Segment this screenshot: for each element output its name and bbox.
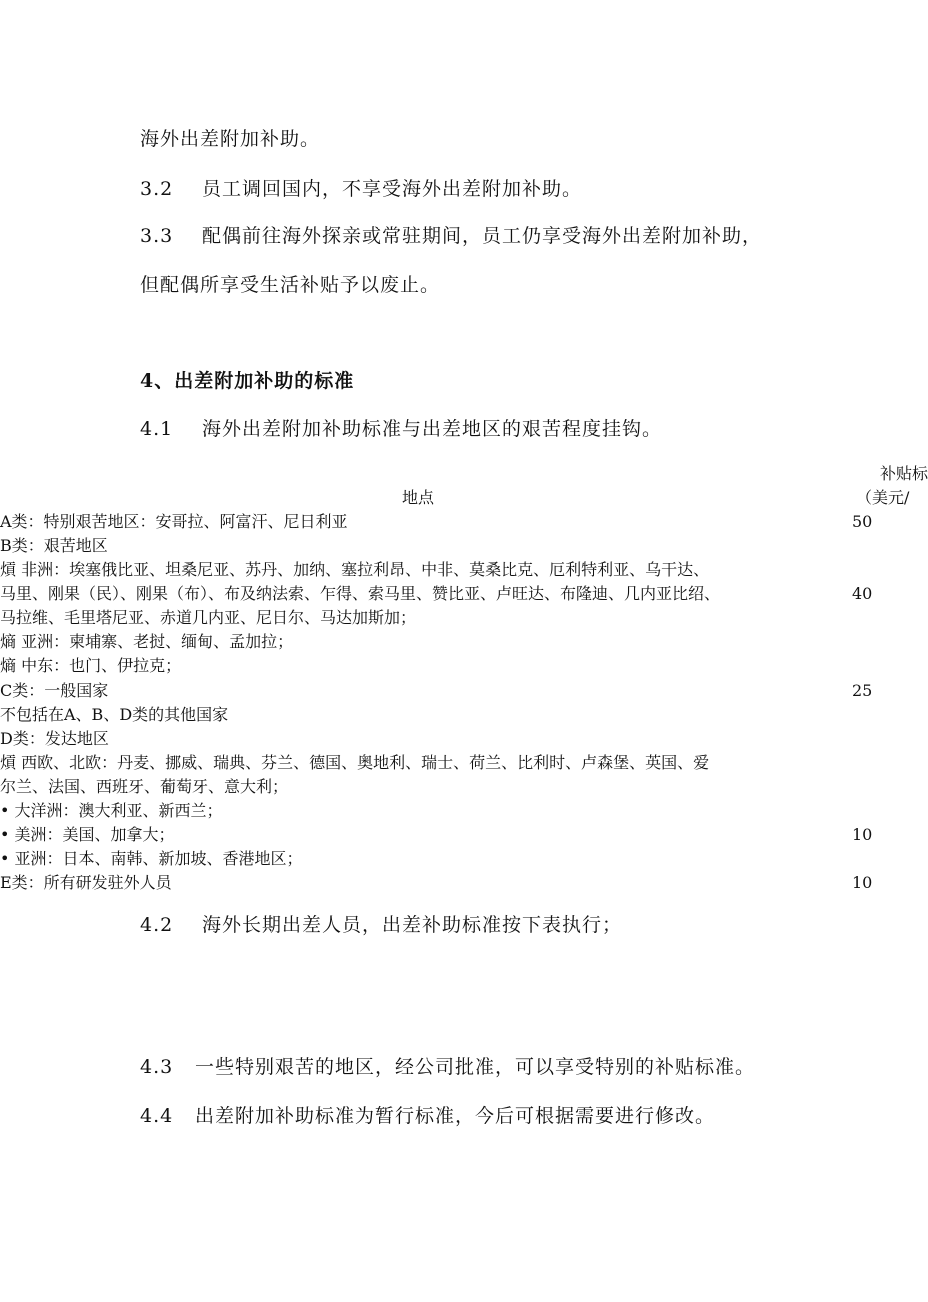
table-header-location: 地点	[402, 488, 435, 507]
table-row-line: • 美洲：美国、加拿大；	[0, 825, 175, 844]
table-row-line: 熵 中东：也门、伊拉克；	[0, 656, 182, 675]
table-row-line: 熕 非洲：埃塞俄比亚、坦桑尼亚、苏丹、加纳、塞拉利昂、中非、莫桑比克、厄利特利亚、乌干达、	[0, 560, 710, 579]
table-row-line: C类：一般国家	[0, 681, 109, 700]
paragraph-3-2	[140, 174, 582, 201]
clause-number: 4.1	[140, 418, 174, 440]
paragraph-3-1-end: 海外出差附加补助。	[140, 128, 321, 150]
table-row-line: 不包括在A、B、D类的其他国家	[0, 705, 229, 724]
table-row-line: 熕 西欧、北欧：丹麦、挪威、瑞典、芬兰、德国、奥地利、瑞士、荷兰、比利时、卢森堡、英国、爱	[0, 753, 710, 772]
table-row-line: 尔兰、法国、西班牙、葡萄牙、意大利；	[0, 777, 289, 796]
paragraph-4-1	[140, 414, 662, 441]
clause-text: 员工调回国内，不享受海外出差附加补助。	[202, 178, 583, 200]
table-row-line: • 大洋洲：澳大利亚、新西兰；	[0, 801, 223, 820]
clause-number: 4.4	[140, 1105, 174, 1127]
amount-class-c: 25	[852, 681, 873, 700]
amount-class-a: 50	[852, 512, 873, 531]
amount-class-b: 40	[852, 584, 873, 603]
table-row-line: D类：发达地区	[0, 729, 109, 748]
clause-number: 4.2	[140, 914, 174, 936]
amount-class-e: 10	[852, 873, 873, 892]
table-row-line: E类：所有研发驻外人员	[0, 873, 172, 892]
table-row-line: • 亚洲：日本、南韩、新加坡、香港地区；	[0, 849, 303, 868]
table-row-line: A类：特别艰苦地区：安哥拉、阿富汗、尼日利亚	[0, 512, 348, 531]
clause-text: 一些特别艰苦的地区，经公司批准，可以享受特别的补贴标准。	[195, 1056, 756, 1078]
table-header-amount-line1: 补贴标	[880, 464, 928, 483]
clause-text: 配偶前往海外探亲或常驻期间，员工仍享受海外出差附加补助，	[202, 225, 763, 247]
clause-number: 3.2	[140, 178, 174, 200]
amount-class-d: 10	[852, 825, 873, 844]
table-row-line: B类：艰苦地区	[0, 536, 108, 555]
table-row-line: 马拉维、毛里塔尼亚、赤道几内亚、尼日尔、马达加斯加；	[0, 608, 417, 627]
paragraph-4-3	[140, 1052, 755, 1079]
clause-number: 4.3	[140, 1056, 174, 1078]
table-row-line: 马里、刚果（民）、刚果（布）、布及纳法索、乍得、索马里、赞比亚、卢旺达、布隆迪、几内亚比绍、	[0, 584, 721, 603]
paragraph-4-2	[140, 910, 622, 937]
table-header-amount-line2: （美元/	[856, 488, 910, 507]
clause-text: 出差附加补助标准为暂行标准，今后可根据需要进行修改。	[195, 1105, 716, 1127]
clause-text: 海外长期出差人员，出差补助标准按下表执行；	[202, 914, 623, 936]
paragraph-3-3	[140, 221, 762, 248]
paragraph-4-4	[140, 1101, 715, 1128]
table-row-line: 熵 亚洲：柬埔寨、老挝、缅甸、孟加拉；	[0, 632, 294, 651]
section-heading-4: 4、出差附加补助的标准	[140, 370, 355, 392]
paragraph-3-3-continued: 但配偶所享受生活补贴予以废止。	[140, 274, 441, 296]
clause-number: 3.3	[140, 225, 174, 247]
clause-text: 海外出差附加补助标准与出差地区的艰苦程度挂钩。	[202, 418, 663, 440]
